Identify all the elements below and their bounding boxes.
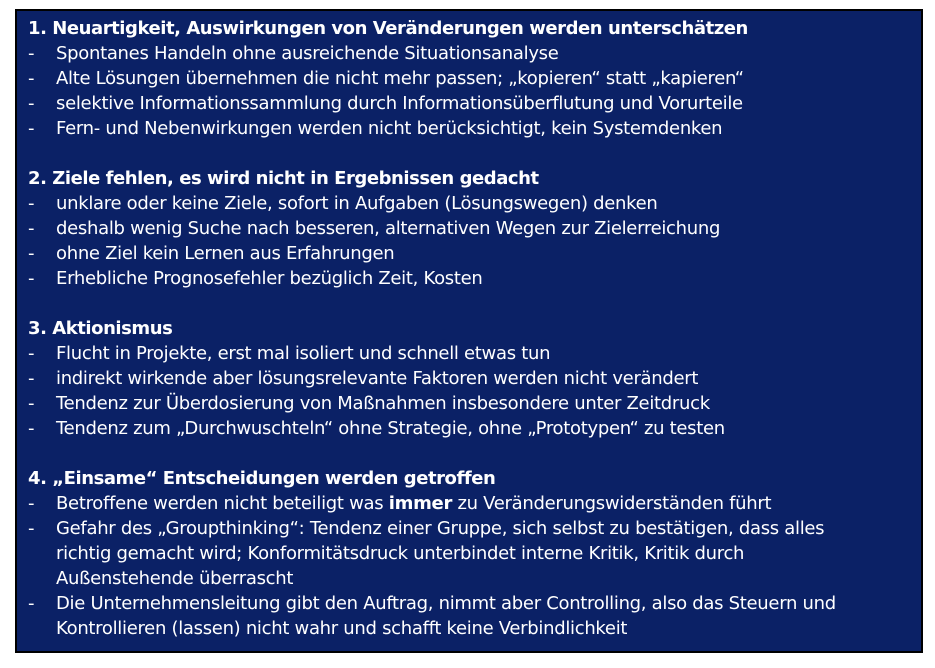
list-item-text: indirekt wirkende aber lösungsrelevante Faktoren werden nicht verändert [56, 368, 699, 389]
list-item [28, 341, 913, 366]
section-3 [28, 316, 913, 441]
bullet-dash: - [28, 193, 35, 214]
list-item [28, 366, 913, 391]
list-item [28, 66, 913, 91]
list-item [28, 591, 913, 641]
section-2 [28, 166, 913, 291]
bullet-dash: - [28, 493, 35, 514]
bullet-dash: - [28, 93, 35, 114]
list-item [28, 116, 913, 141]
bullet-dash: - [28, 418, 35, 439]
list-item-text [56, 591, 913, 641]
list-item-text: Alte Lösungen übernehmen die nicht mehr passen; „kopieren“ statt „kapieren“ [56, 68, 744, 89]
bullet-dash: - [28, 518, 35, 539]
bullet-dash: - [28, 243, 35, 264]
bullet-dash: - [28, 593, 35, 614]
section-heading: 3. Aktionismus [28, 318, 173, 339]
list-item [28, 491, 913, 516]
list-item-text: Tendenz zur Überdosierung von Maßnahmen insbesondere unter Zeitdruck [56, 393, 710, 414]
list-item-text [56, 491, 913, 516]
list-item [28, 391, 913, 416]
list-item-line: Gefahr des „Groupthinking“: Tendenz einer Gruppe, sich selbst zu bestätigen, dass alles [56, 518, 825, 539]
list-item [28, 216, 913, 241]
list-item-text-part: zu Veränderungswiderständen führt [452, 493, 772, 514]
list-item-text [56, 516, 913, 591]
section-heading: 1. Neuartigkeit, Auswirkungen von Veränderungen werden unterschätzen [28, 18, 748, 39]
list-item-text: Tendenz zum „Durchwuschteln“ ohne Strategie, ohne „Prototypen“ zu testen [56, 418, 725, 439]
bullet-dash: - [28, 118, 35, 139]
bullet-dash: - [28, 268, 35, 289]
list-item-text: Erhebliche Prognosefehler bezüglich Zeit, Kosten [56, 268, 483, 289]
list-item [28, 41, 913, 66]
bullet-dash: - [28, 43, 35, 64]
list-item-text: unklare oder keine Ziele, sofort in Aufgaben (Lösungswegen) denken [56, 193, 658, 214]
section-4 [28, 466, 913, 641]
list-item [28, 241, 913, 266]
list-item [28, 416, 913, 441]
list-item-line: Außenstehende überrascht [56, 568, 294, 589]
bullet-dash: - [28, 343, 35, 364]
list-item-text: Fern- und Nebenwirkungen werden nicht berücksichtigt, kein Systemdenken [56, 118, 723, 139]
list-item-text: Flucht in Projekte, erst mal isoliert und schnell etwas tun [56, 343, 551, 364]
bullet-dash: - [28, 393, 35, 414]
section-1 [28, 16, 913, 141]
list-item-line: richtig gemacht wird; Konformitätsdruck unterbindet interne Kritik, Kritik durch [56, 543, 745, 564]
bullet-dash: - [28, 218, 35, 239]
list-item-line: Die Unternehmensleitung gibt den Auftrag, nimmt aber Controlling, also das Steuern und [56, 593, 836, 614]
list-item-text: selektive Informationssammlung durch Informationsüberflutung und Vorurteile [56, 93, 743, 114]
list-item-text-part: Betroffene werden nicht beteiligt was [56, 493, 389, 514]
bullet-dash: - [28, 68, 35, 89]
emphasis-text: immer [388, 493, 453, 514]
section-heading: 4. „Einsame“ Entscheidungen werden getroffen [28, 468, 496, 489]
list-item-line: Kontrollieren (lassen) nicht wahr und schafft keine Verbindlichkeit [56, 618, 628, 639]
list-item-text: Spontanes Handeln ohne ausreichende Situationsanalyse [56, 43, 559, 64]
list-item-text: deshalb wenig Suche nach besseren, alternativen Wegen zur Zielerreichung [56, 218, 721, 239]
list-item-text: ohne Ziel kein Lernen aus Erfahrungen [56, 243, 395, 264]
section-heading: 2. Ziele fehlen, es wird nicht in Ergebnissen gedacht [28, 168, 539, 189]
list-item [28, 191, 913, 216]
list-item [28, 516, 913, 591]
bullet-dash: - [28, 368, 35, 389]
list-item [28, 266, 913, 291]
content-panel [15, 9, 923, 653]
list-item [28, 91, 913, 116]
